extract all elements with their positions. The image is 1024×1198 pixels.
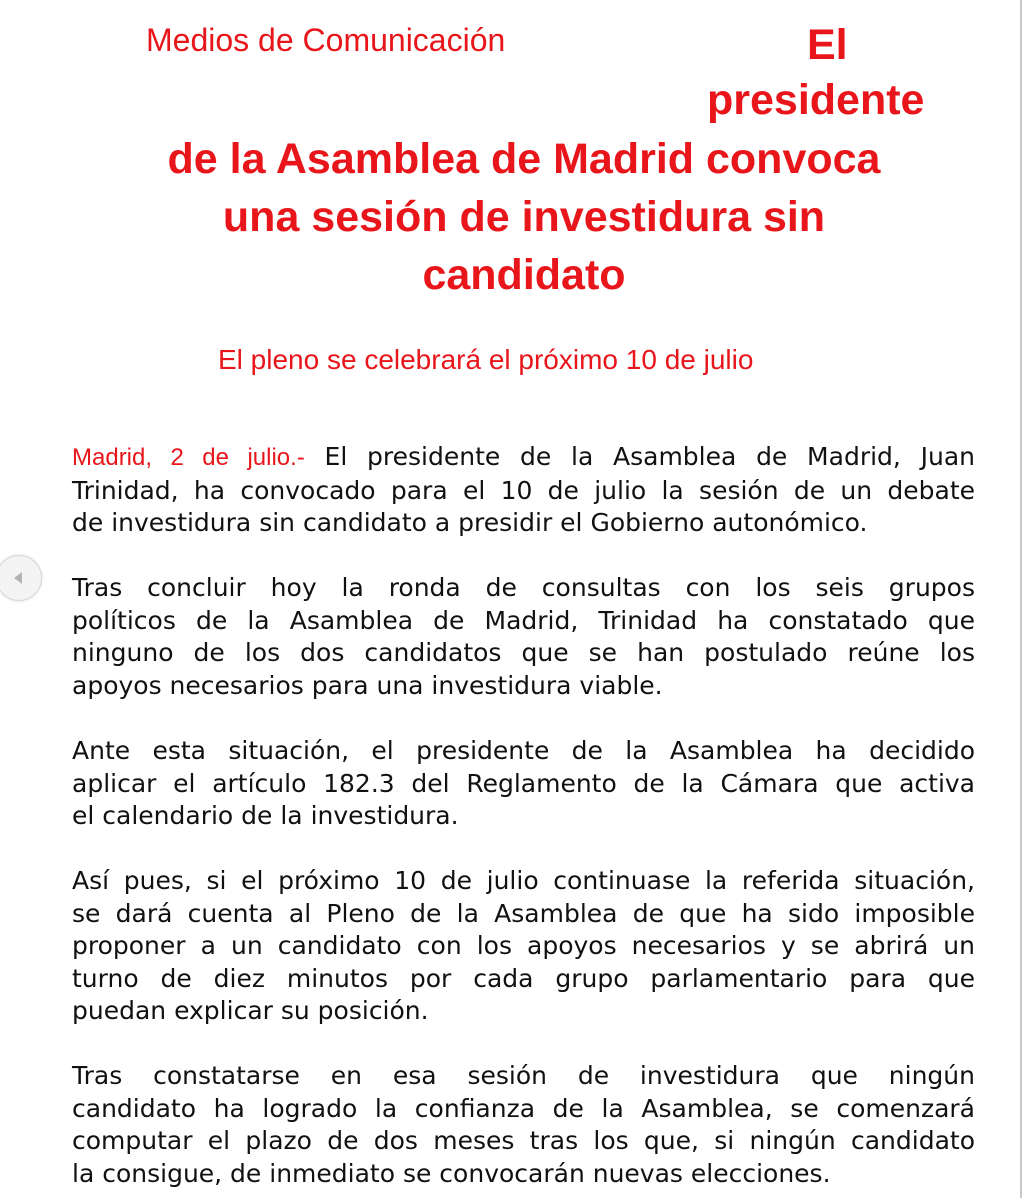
headline-line-3: de la Asamblea de Madrid convoca xyxy=(167,135,881,183)
article-paragraph-2 xyxy=(72,572,975,702)
paragraph-line: el calendario de la investidura. xyxy=(72,801,459,830)
paragraph-line: se dará cuenta al Pleno de la Asamblea de que ha sido imposible xyxy=(72,898,975,928)
dateline: Madrid, 2 de julio.- xyxy=(72,444,305,471)
paragraph-line: proponer a un candidato con los apoyos necesarios y se abrirá un xyxy=(72,931,975,960)
article-paragraph-4 xyxy=(72,865,975,1028)
paragraph-line: políticos de la Asamblea de Madrid, Trinidad ha constatado que xyxy=(72,605,975,635)
section-label: Medios de Comunicación xyxy=(146,22,506,58)
paragraph-line: Trinidad, ha convocado para el 10 de julio la sesión de un debate xyxy=(72,475,975,505)
headline-line-2: presidente xyxy=(707,76,925,124)
article-paragraph-3 xyxy=(72,735,975,833)
headline-line-4: una sesión de investidura sin xyxy=(222,193,826,241)
paragraph-line-text: El presidente de la Asamblea de Madrid, Juan xyxy=(304,442,975,471)
paragraph-line: Tras concluir hoy la ronda de consultas con los seis grupos xyxy=(72,573,975,602)
paragraph-line: computar el plazo de dos meses tras los que, si ningún candidato xyxy=(72,1126,975,1155)
paragraph-line xyxy=(72,441,975,475)
paragraph-line: turno de diez minutos por cada grupo parlamentario para que xyxy=(72,963,975,993)
article-paragraph-1 xyxy=(72,441,975,540)
article-paragraph-5 xyxy=(72,1060,975,1190)
headline-line-5: candidato xyxy=(422,251,626,299)
paragraph-line: Ante esta situación, el presidente de la Asamblea ha decidido xyxy=(72,736,975,765)
paragraph-line: aplicar el artículo 182.3 del Reglamento de la Cámara que activa xyxy=(72,768,975,798)
paragraph-line: ninguno de los dos candidatos que se han postulado reúne los xyxy=(72,638,975,667)
paragraph-line: la consigue, de inmediato se convocarán nuevas elecciones. xyxy=(72,1158,831,1188)
paragraph-line: apoyos necesarios para una investidura viable. xyxy=(72,670,663,700)
previous-page-button[interactable] xyxy=(0,555,42,601)
paragraph-line: puedan explicar su posición. xyxy=(72,996,429,1025)
paragraph-line: candidato ha logrado la confianza de la Asamblea, se comenzará xyxy=(72,1093,975,1123)
paragraph-line: Así pues, si el próximo 10 de julio continuase la referida situación, xyxy=(72,866,975,895)
paragraph-line: Tras constatarse en esa sesión de investidura que ningún xyxy=(72,1061,975,1090)
paragraph-line: de investidura sin candidato a presidir el Gobierno autonómico. xyxy=(72,508,868,537)
subheadline: El pleno se celebrará el próximo 10 de julio xyxy=(218,344,754,375)
headline-line-1: El xyxy=(807,21,848,69)
chevron-left-icon xyxy=(9,568,29,588)
